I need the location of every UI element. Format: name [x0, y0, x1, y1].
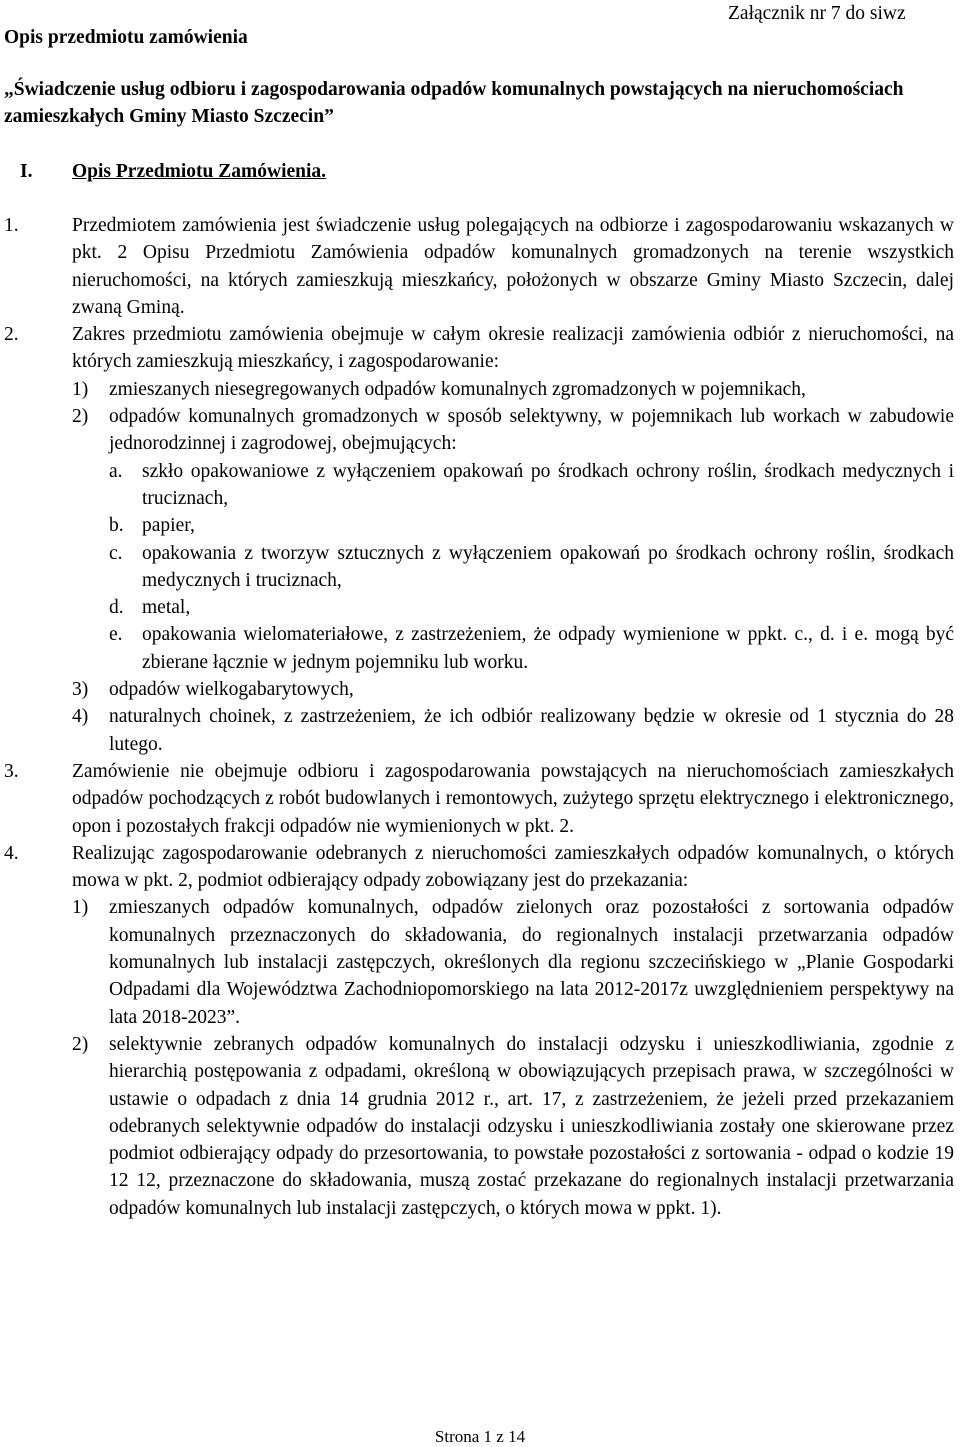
list-item — [72, 376, 954, 403]
paragraph-text: Zakres przedmiotu zamówienia obejmuje w całym okresie realizacji zamówienia odbiór z nieruchomości, na których zamieszkują mieszkańcy, i zagospodarowanie: — [72, 324, 954, 373]
list-item-number: 4) — [72, 706, 89, 728]
sub-list-item — [109, 512, 954, 539]
paragraph-number: 1. — [4, 215, 19, 236]
sub-list-item-text: opakowania wielomateriałowe, z zastrzeżeniem, że odpady wymienione w ppkt. c., d. i e. mogą być zbierane łącznie w jednym pojemniku lub worku. — [142, 624, 954, 673]
sub-list-item-letter: a. — [109, 460, 123, 482]
list-item-text: odpadów komunalnych gromadzonych w sposób selektywny, w pojemnikach lub workach w zabudowie jednorodzinnej i zagrodowej, obejmujących: — [109, 406, 954, 455]
page-number: Strona 1 z 14 — [434, 1427, 526, 1446]
list-item-text: selektywnie zebranych odpadów komunalnych do instalacji odzysku i unieszkodliwiania, zgodnie z hierarchią postępowania z odpadami, określoną w obowiązujących przepisach prawa, w szczególności w ustawie o odpadach z dnia 14 grudnia 2012 r., art. 17, z zastrzeżeniem, że jeżeli przed przekazaniem odebranych selektywnie odpadów do instalacji odzysku i unieszkodliwiania zostały one skierowane przez podmiot odbierający odpady do przesortowania, to powstałe pozostałości z sortowania - odpad o kodzie 19 12 12, przeznaczone do składowania, muszą zostać przekazane do regionalnych instalacji przetwarzania odpadów komunalnych lub instalacji zastępczych, o których mowa w ppkt. 1). — [109, 1033, 954, 1219]
list-item — [72, 403, 954, 458]
list-item — [72, 1031, 954, 1222]
paragraph-number: 2. — [4, 324, 19, 346]
list-item-number: 1) — [72, 378, 89, 400]
list-item — [72, 894, 954, 1030]
paragraph-text: Zamówienie nie obejmuje odbioru i zagospodarowania powstających na nieruchomościach zamieszkałych odpadów pochodzących z robót budowlanych i remontowych, zużytego sprzętu elektrycznego i elektronicznego, opon i pozostałych frakcji odpadów nie wymienionych w pkt. 2. — [72, 760, 954, 837]
sub-list-item-text: papier, — [142, 515, 195, 537]
paragraph-text: Realizując zagospodarowanie odebranych z nieruchomości zamieszkałych odpadów komunalnych, o których mowa w pkt. 2, podmiot odbierający odpady zobowiązany jest do przekazania: — [72, 842, 954, 892]
attachment-label: Załącznik nr 7 do siwz — [728, 3, 906, 24]
paragraph-text: Przedmiotem zamówienia jest świadczenie usług polegających na odbiorze i zagospodarowaniu wskazanych w pkt. 2 Opisu Przedmiotu Zamówienia odpadów komunalnych gromadzonych na terenie wszystkich nieruchomości, na których zamieszkują mieszkańcy, położonych w obszarze Gminy Miasto Szczecin, dalej zwaną Gminą. — [72, 215, 954, 318]
sub-list-item-text: opakowania z tworzyw sztucznych z wyłączeniem opakowań po środkach ochrony roślin, środkach medycznych i truciznach, — [142, 542, 954, 591]
sub-list-item-letter: d. — [109, 597, 124, 619]
section-heading — [20, 158, 326, 185]
paragraph-1 — [4, 212, 954, 321]
sub-list-item-text: szkło opakowaniowe z wyłączeniem opakowań po środkach ochrony roślin, środkach medycznych i truciznach, — [142, 460, 954, 509]
sub-list-item — [109, 621, 954, 676]
paragraph-number: 4. — [4, 842, 19, 864]
paragraph-4 — [4, 840, 954, 895]
list-item — [72, 703, 954, 758]
list-item-text: zmieszanych odpadów komunalnych, odpadów zielonych oraz pozostałości z sortowania odpadów komunalnych przeznaczonych do składowania, do regionalnych instalacji przetwarzania odpadów komunalnych lub instalacji zastępczych, określonych dla regionu szczecińskiego w „Planie Gospodarki Odpadami dla Województwa Zachodniopomorskiego na lata 2012-2017z uwzględnieniem perspektywy na lata 2018-2023”. — [109, 897, 954, 1028]
paragraph-3 — [4, 758, 954, 840]
document-body — [4, 212, 954, 1222]
list-item-number: 1) — [72, 897, 89, 919]
sub-list-item-text: metal, — [142, 597, 191, 619]
document-header-title: Opis przedmiotu zamówienia — [4, 27, 248, 48]
paragraph-2 — [4, 321, 954, 376]
sub-list-item-letter: b. — [109, 515, 124, 537]
list-item-number: 2) — [72, 406, 89, 428]
list-item — [72, 676, 954, 703]
sub-list-item — [109, 540, 954, 595]
list-item-text: naturalnych choinek, z zastrzeżeniem, że ich odbiór realizowany będzie w okresie od 1 stycznia do 28 lutego. — [109, 706, 954, 755]
list-item-number: 3) — [72, 679, 89, 701]
list-item-text: zmieszanych niesegregowanych odpadów komunalnych zgromadzonych w pojemnikach, — [109, 378, 806, 400]
section-number: I. — [20, 161, 33, 182]
sub-list-item-letter: c. — [109, 542, 123, 564]
paragraph-number: 3. — [4, 760, 19, 782]
sub-list-item-letter: e. — [109, 624, 123, 646]
list-item-number: 2) — [72, 1033, 89, 1055]
sub-list-item — [109, 458, 954, 513]
sub-list-item — [109, 594, 954, 621]
list-item-text: odpadów wielkogabarytowych, — [109, 679, 354, 701]
document-title: „Świadczenie usług odbioru i zagospodarowania odpadów komunalnych powstających na nieruchomościach zamieszkałych Gminy Miasto Szczecin” — [4, 79, 904, 128]
section-label: Opis Przedmiotu Zamówienia. — [72, 161, 327, 182]
